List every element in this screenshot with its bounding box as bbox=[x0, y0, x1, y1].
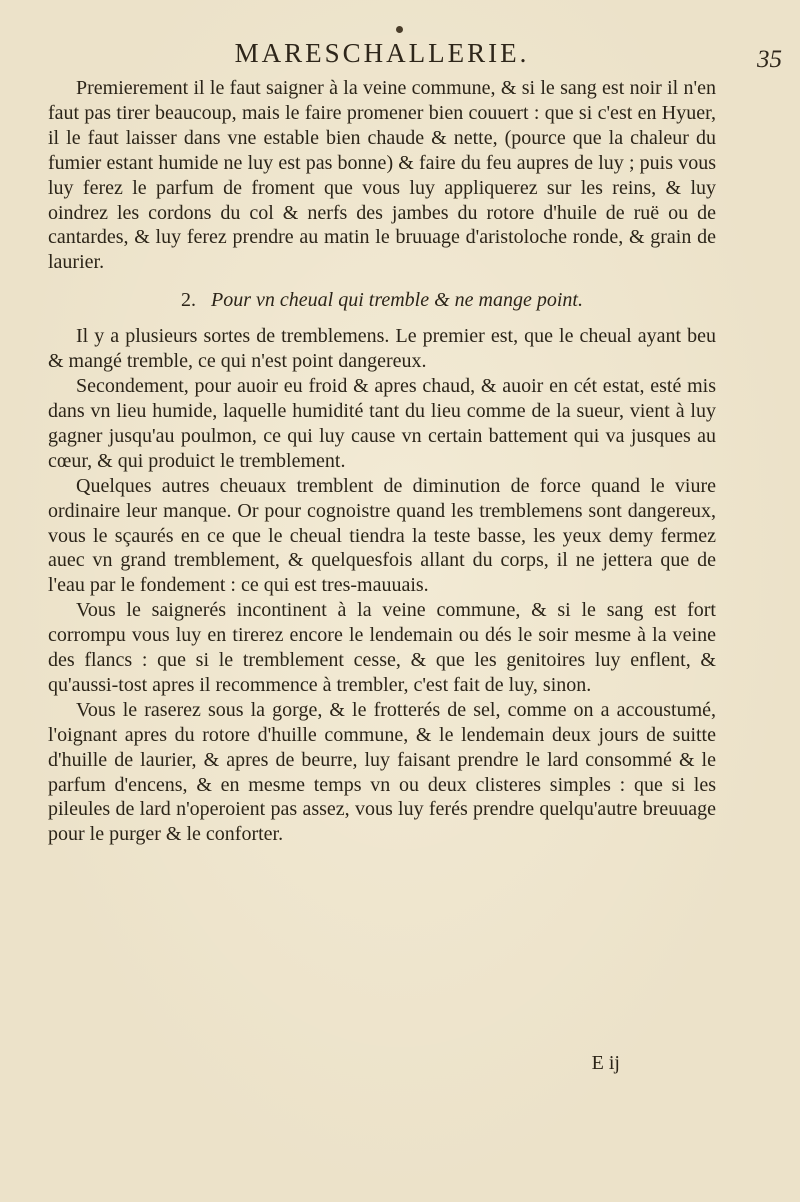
show-through-texture bbox=[500, 1064, 730, 1106]
section-heading bbox=[48, 289, 716, 312]
paragraph-6: Vous le raserez sous la gorge, & le frotterés de sel, comme on a accoustumé, l'oignant apres du rotore d'huille commune, & le lendemain deux jours de suitte d'huille de laurier, & apres de beurre, luy faisant prendre le lard consommé & le parfum d'encens, & en mesme temps vn ou deux clisteres simples : que si les pileules de lard n'operoient pas assez, vous luy ferés prendre quelqu'autre breuuage pour le purger & le conforter. bbox=[48, 698, 716, 846]
page-number: 35 bbox=[757, 46, 782, 73]
running-head: MARESCHALLERIE. bbox=[234, 38, 530, 68]
paragraph-4: Quelques autres cheuaux tremblent de diminution de force quand le viure ordinaire leur manque. Or pour cognoistre quand les tremblemens sont dangereux, vous le sçaurés en ce que le cheual tiendra la teste basse, les yeux demy fermez auec vn grand tremblement, & quelquesfois allant du corps, il ne jettera que de l'eau par le fondement : ce qui est tres-mauuais. bbox=[48, 474, 716, 597]
paragraph-2: Il y a plusieurs sortes de tremblemens. Le premier est, que le cheual ayant beu & mangé tremble, ce qui n'est point dangereux. bbox=[48, 325, 716, 373]
body-text bbox=[48, 76, 716, 847]
section-title: Pour vn cheual qui tremble & ne mange point. bbox=[211, 289, 583, 312]
paragraph-5: Vous le saignerés incontinent à la veine commune, & si le sang est fort corrompu vous luy en tirerez encore le lendemain ou dés le soir mesme à la veine des flancs : que si le tremblement cesse, & que les genitoires luy enflent, & qu'aussi-tost apres il recommence à trembler, c'est fait de luy, sinon. bbox=[48, 599, 716, 696]
paragraph-3: Secondement, pour auoir eu froid & apres chaud, & auoir en cét estat, esté mis dans vn lieu humide, laquelle humidité tant du lieu comme de la sueur, vient à luy gagner jusqu'au poulmon, ce qui luy cause vn certain battement qui va jusques au cœur, & qui produict le tremblement. bbox=[48, 375, 716, 472]
section-number: 2. bbox=[181, 289, 197, 312]
page-header bbox=[48, 38, 782, 76]
ornament-dot bbox=[396, 26, 403, 33]
paragraph-1: Premierement il le faut saigner à la veine commune, & si le sang est noir il n'en faut pas tirer beaucoup, mais le faire promener bien couuert : que si c'est en Hyuer, il le faut laisser dans vne estable bien chaude & nette, (pource que la chaleur du fumier estant humide ne luy est pas bonne) & faire du feu aupres de luy ; puis vous luy ferez le parfum de froment que vous luy appliquerez sur les reins, & luy oindrez les cordons du col & nerfs des jambes du rotore d'huile de ruë ou de cantardes, & luy ferez prendre au matin le bruuage d'aristoloche ronde, & grain de laurier. bbox=[48, 77, 716, 274]
signature-mark: E ij bbox=[591, 1052, 620, 1074]
